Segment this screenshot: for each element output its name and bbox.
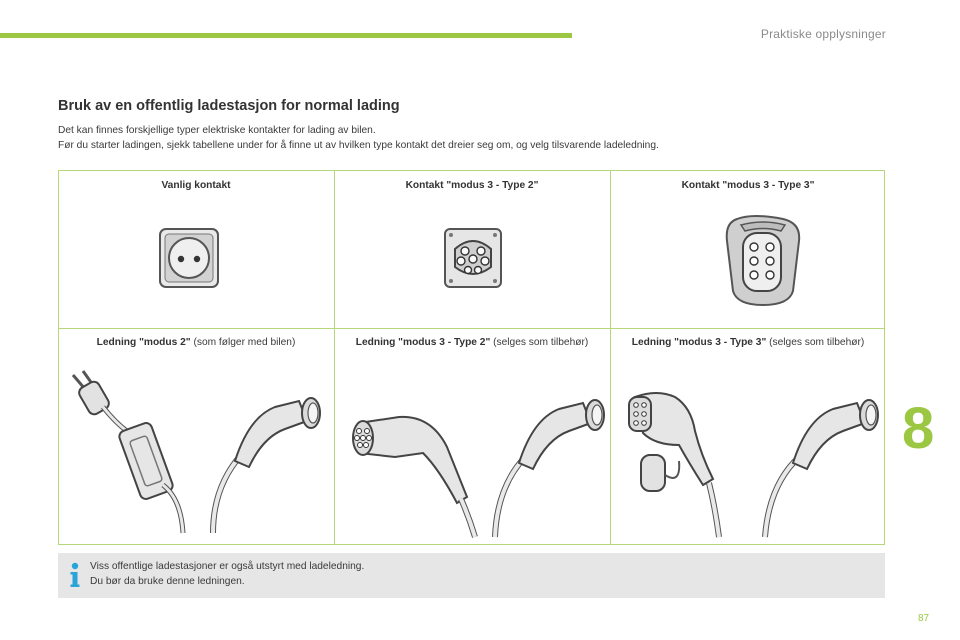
socket-header-standard: Vanlig kontakt <box>161 180 231 191</box>
socket-header-type2: Kontakt "modus 3 - Type 2" <box>405 180 539 191</box>
info-box <box>58 553 885 598</box>
cable-name-type2: Ledning "modus 3 - Type 2" <box>355 337 491 348</box>
header-accent-bar <box>0 33 572 38</box>
cable-caption-mode2 <box>59 335 333 350</box>
type3-cable-illustration <box>615 383 883 539</box>
cable-note-type3: (selges som tilbehør) <box>766 337 865 348</box>
standard-socket-illustration <box>158 227 220 289</box>
type3-socket-illustration <box>723 211 803 307</box>
intro-line-1: Det kan finnes forskjellige typer elektriske kontakter for lading av bilen. <box>58 125 376 136</box>
info-line-1: Viss offentlige ladestasjoner er også utstyrt med ladeledning. <box>90 561 365 572</box>
cable-caption-type3 <box>611 335 885 350</box>
type2-cable-illustration <box>339 387 607 539</box>
chapter-number: 8 <box>902 396 935 461</box>
intro-text <box>58 123 898 153</box>
type2-socket-illustration <box>443 227 503 289</box>
page-number: 87 <box>918 613 930 624</box>
column-divider <box>334 171 335 544</box>
cable-caption-type2 <box>335 335 609 350</box>
cable-note-type2: (selges som tilbehør) <box>490 337 589 348</box>
cable-name-type3: Ledning "modus 3 - Type 3" <box>631 337 767 348</box>
mode2-cable-illustration <box>63 367 331 539</box>
info-icon <box>68 561 82 591</box>
section-title: Praktiske opplysninger <box>760 27 886 41</box>
intro-line-2: Før du starter ladingen, sjekk tabellene under for å finne ut av hvilken type kontakt det dreier seg om, og velg tilsvarende ladeledning. <box>58 140 659 151</box>
cable-note-mode2: (som følger med bilen) <box>190 337 296 348</box>
page-heading: Bruk av en offentlig ladestasjon for normal lading <box>58 98 400 114</box>
cable-name-mode2: Ledning "modus 2" <box>96 337 191 348</box>
column-divider <box>610 171 611 544</box>
row-divider <box>59 328 884 329</box>
socket-header-type3: Kontakt "modus 3 - Type 3" <box>681 180 815 191</box>
info-text <box>90 559 364 589</box>
connector-table <box>58 170 885 545</box>
info-line-2: Du bør da bruke denne ledningen. <box>90 576 245 587</box>
